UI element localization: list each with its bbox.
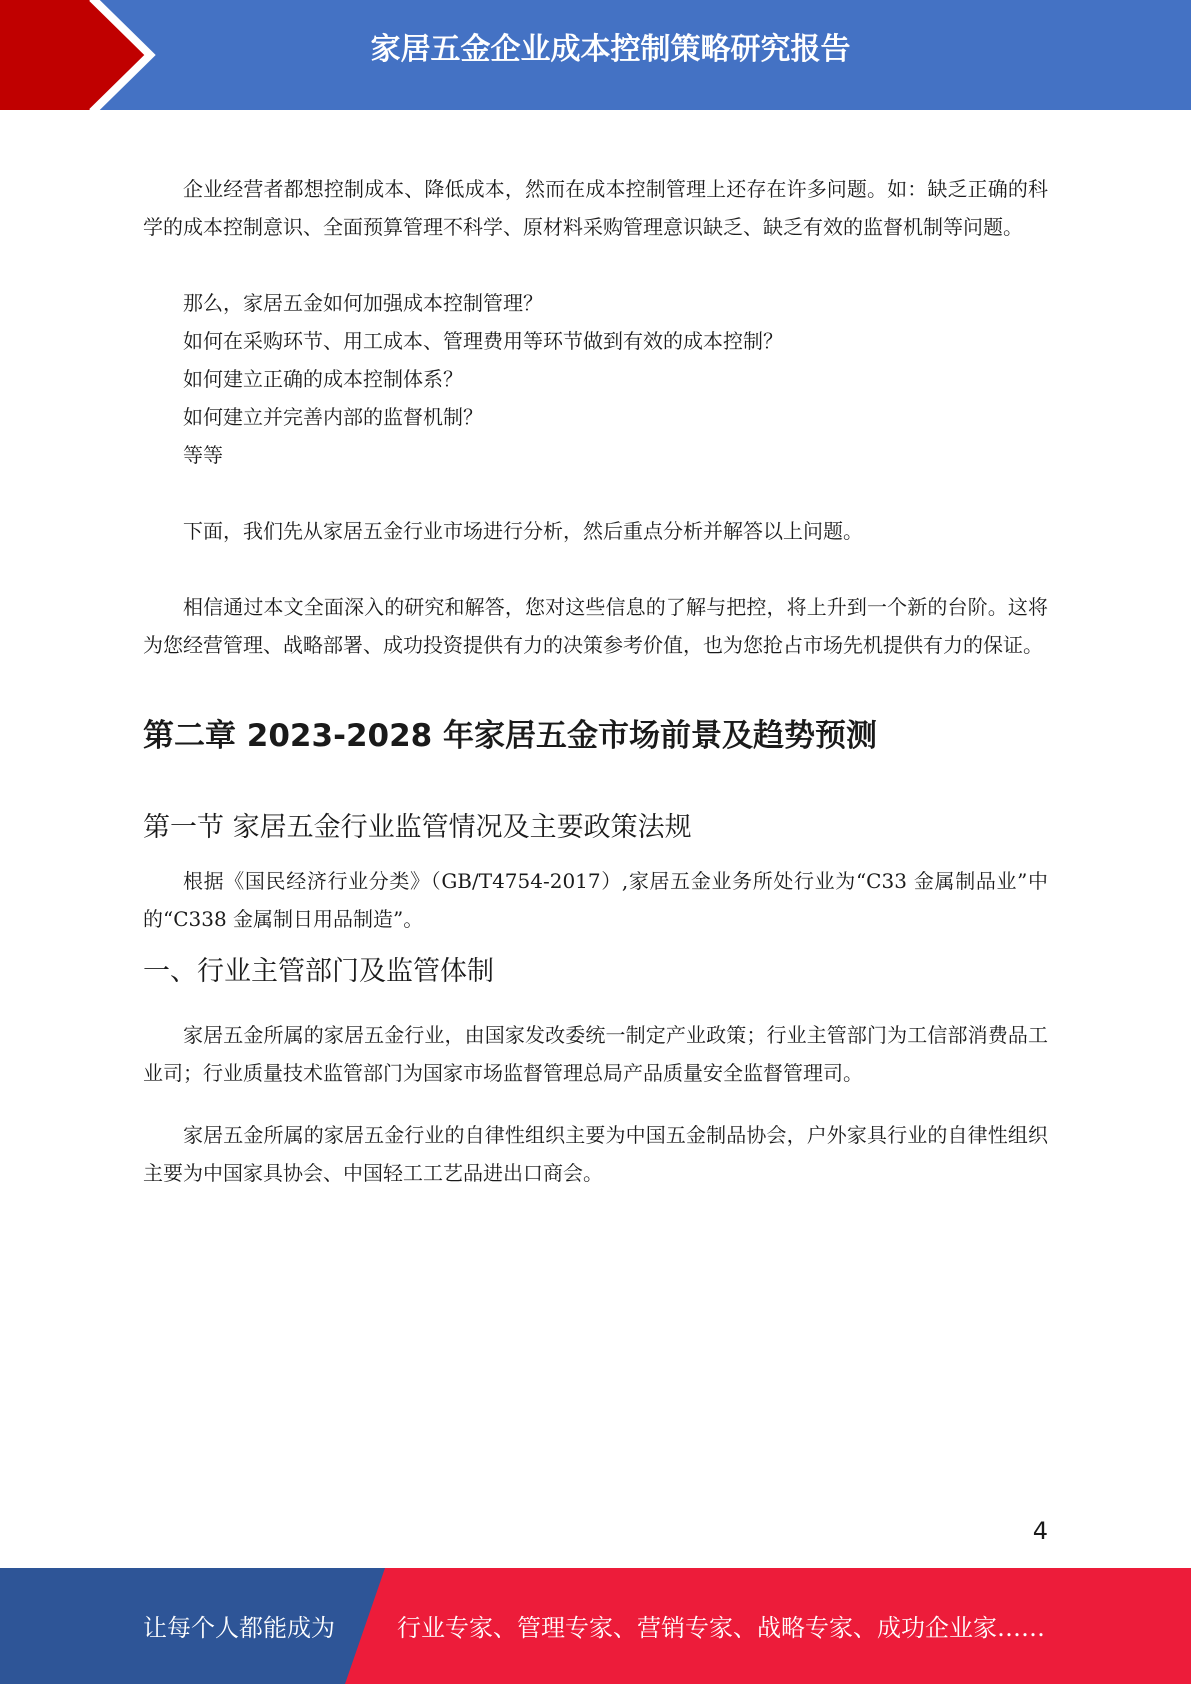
question-line: 如何在采购环节、用工成本、管理费用等环节做到有效的成本控制？ — [183, 329, 783, 353]
section-heading: 第一节 家居五金行业监管情况及主要政策法规 — [143, 812, 692, 843]
footer-slogan-left: 让每个人都能成为 — [143, 1614, 335, 1642]
page-number: 4 — [1032, 1517, 1048, 1545]
question-line: 如何建立并完善内部的监督机制？ — [183, 405, 483, 429]
footer-slogan-right: 行业专家、管理专家、营销专家、战略专家、成功企业家…… — [397, 1614, 1045, 1642]
intro-paragraph-3: 相信通过本文全面深入的研究和解答，您对这些信息的了解与把控，将上升到一个新的台阶。这将为您经营管理、战略部署、成功投资提供有力的决策参考价值，也为您抢占市场先机提供有力的保证。 — [143, 595, 1048, 657]
question-line: 等等 — [183, 443, 223, 467]
intro-paragraph-2: 下面，我们先从家居五金行业市场进行分析，然后重点分析并解答以上问题。 — [183, 519, 863, 543]
chapter-heading: 第二章 2023-2028 年家居五金市场前景及趋势预测 — [143, 718, 878, 754]
footer-band — [0, 1568, 1191, 1684]
subsection-paragraph-2: 家居五金所属的家居五金行业的自律性组织主要为中国五金制品协会，户外家具行业的自律性组织主要为中国家具协会、中国轻工工艺品进出口商会。 — [143, 1123, 1048, 1185]
page-content — [143, 170, 1048, 1192]
subsection-heading: 一、行业主管部门及监管体制 — [143, 956, 494, 987]
header-band — [0, 0, 1191, 110]
intro-paragraph-1: 企业经营者都想控制成本、降低成本，然而在成本控制管理上还存在许多问题。如：缺乏正确的科学的成本控制意识、全面预算管理不科学、原材料采购管理意识缺乏、缺乏有效的监督机制等问题。 — [143, 177, 1048, 239]
question-line: 那么，家居五金如何加强成本控制管理？ — [183, 291, 543, 315]
question-line: 如何建立正确的成本控制体系？ — [183, 367, 463, 391]
subsection-paragraph-1: 家居五金所属的家居五金行业，由国家发改委统一制定产业政策；行业主管部门为工信部消费品工业司；行业质量技术监管部门为国家市场监督管理总局产品质量安全监督管理司。 — [143, 1023, 1048, 1085]
section-paragraph: 根据《国民经济行业分类》（GB/T4754-2017）,家居五金业务所处行业为“C33 金属制品业”中的“C338 金属制日用品制造”。 — [143, 869, 1048, 931]
report-title: 家居五金企业成本控制策略研究报告 — [370, 32, 851, 67]
